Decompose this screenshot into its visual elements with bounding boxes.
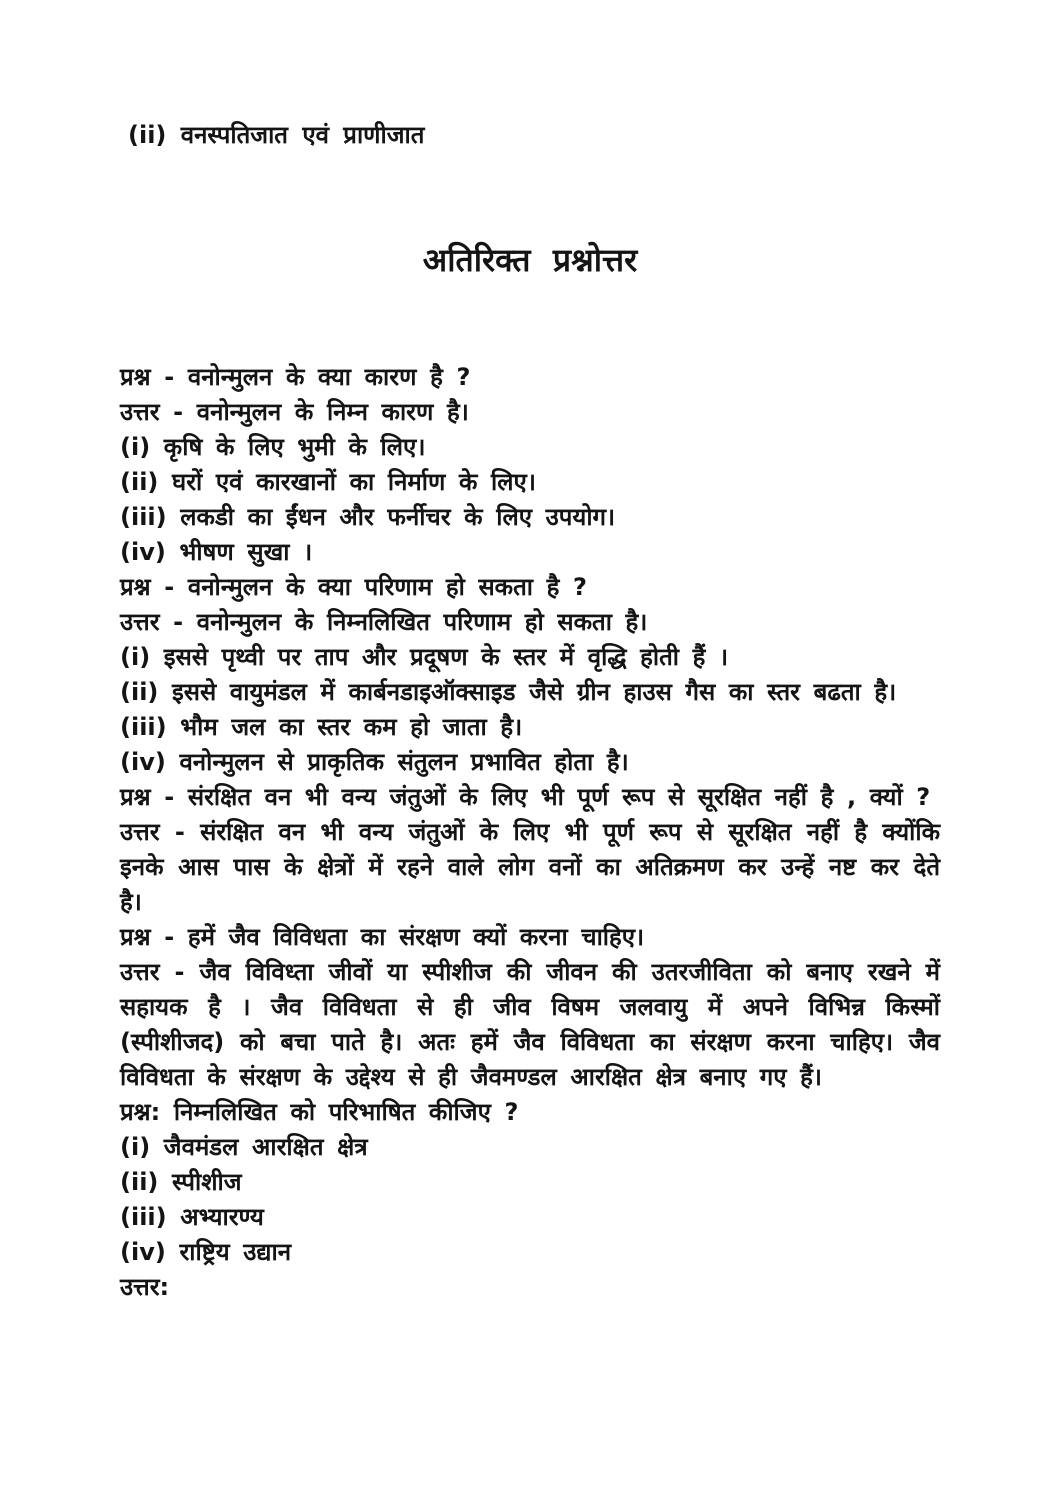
list-item: (ii) घरों एवं कारखानों का निर्माण के लिए। [120, 468, 536, 496]
list-item: (iii) अभ्यारण्य [120, 1203, 264, 1231]
list-item: (i) इससे पृथ्वी पर ताप और प्रदूषण के स्तर में वृद्धि होती हैं । [120, 643, 729, 671]
question-line: प्रश्न - हमें जैव विविधता का संरक्षण क्यों करना चाहिए। [120, 923, 645, 951]
page-title: अतिरिक्त प्रश्नोत्तर [422, 241, 638, 279]
qa-content [120, 360, 940, 1305]
answer-line: उत्तर - वनोन्मुलन के निम्नलिखित परिणाम हो सकता है। [120, 608, 648, 636]
question-line: प्रश्न: निम्नलिखित को परिभाषित कीजिए ? [120, 1098, 519, 1126]
question-line: प्रश्न - वनोन्मुलन के क्या कारण है ? [120, 363, 471, 391]
list-item: (i) कृषि के लिए भुमी के लिए। [120, 433, 426, 461]
answer-line: उत्तर - संरक्षित वन भी वन्य जंतुओं के लिए भी पूर्ण रूप से सूरक्षित नहीं है क्योंकि इनके आस पास के क्षेत्रों में रहने वाले लोग वनों का अतिक्रमण कर उन्हें नष्ट कर देते है। [120, 818, 940, 916]
section-subheading: (ii) वनस्पतिजात एवं प्राणीजात [128, 121, 425, 149]
answer-line: उत्तर - वनोन्मुलन के निम्न कारण है। [120, 398, 469, 426]
list-item: (ii) इससे वायुमंडल में कार्बनडाइऑक्साइड जैसे ग्रीन हाउस गैस का स्तर बढता है। [120, 678, 897, 706]
answer-line: उत्तर - जैव विविध्ता जीवों या स्पीशीज की जीवन की उतरजीविता को बनाए रखने में सहायक है । जैव विविधता से ही जीव विषम जलवायु में अपने विभिन्न किस्मों (स्पीशीजद) को बचा पाते है। अतः हमें जैव विविधता का संरक्षण करना चाहिए। जैव विविधता के संरक्षण के उद्देश्य से ही जैवमण्डल आरक्षित क्षेत्र बनाए गए हैं। [120, 958, 940, 1091]
list-item: (i) जैवमंडल आरक्षित क्षेत्र [120, 1133, 368, 1161]
list-item: (iii) लकडी का ईंधन और फर्नीचर के लिए उपयोग। [120, 503, 616, 531]
list-item: (iv) वनोन्मुलन से प्राकृतिक संतुलन प्रभावित होता है। [120, 748, 629, 776]
question-line: प्रश्न - वनोन्मुलन के क्या परिणाम हो सकता है ? [120, 573, 587, 601]
list-item: (ii) स्पीशीज [120, 1168, 242, 1196]
question-line: प्रश्न - संरक्षित वन भी वन्य जंतुओं के लिए भी पूर्ण रूप से सूरक्षित नहीं है , क्यों ? [120, 783, 931, 811]
list-item: (iii) भौम जल का स्तर कम हो जाता है। [120, 713, 523, 741]
list-item: (iv) राष्ट्रिय उद्यान [120, 1238, 292, 1266]
answer-line: उत्तर: [120, 1273, 170, 1301]
list-item: (iv) भीषण सुखा । [120, 538, 313, 566]
